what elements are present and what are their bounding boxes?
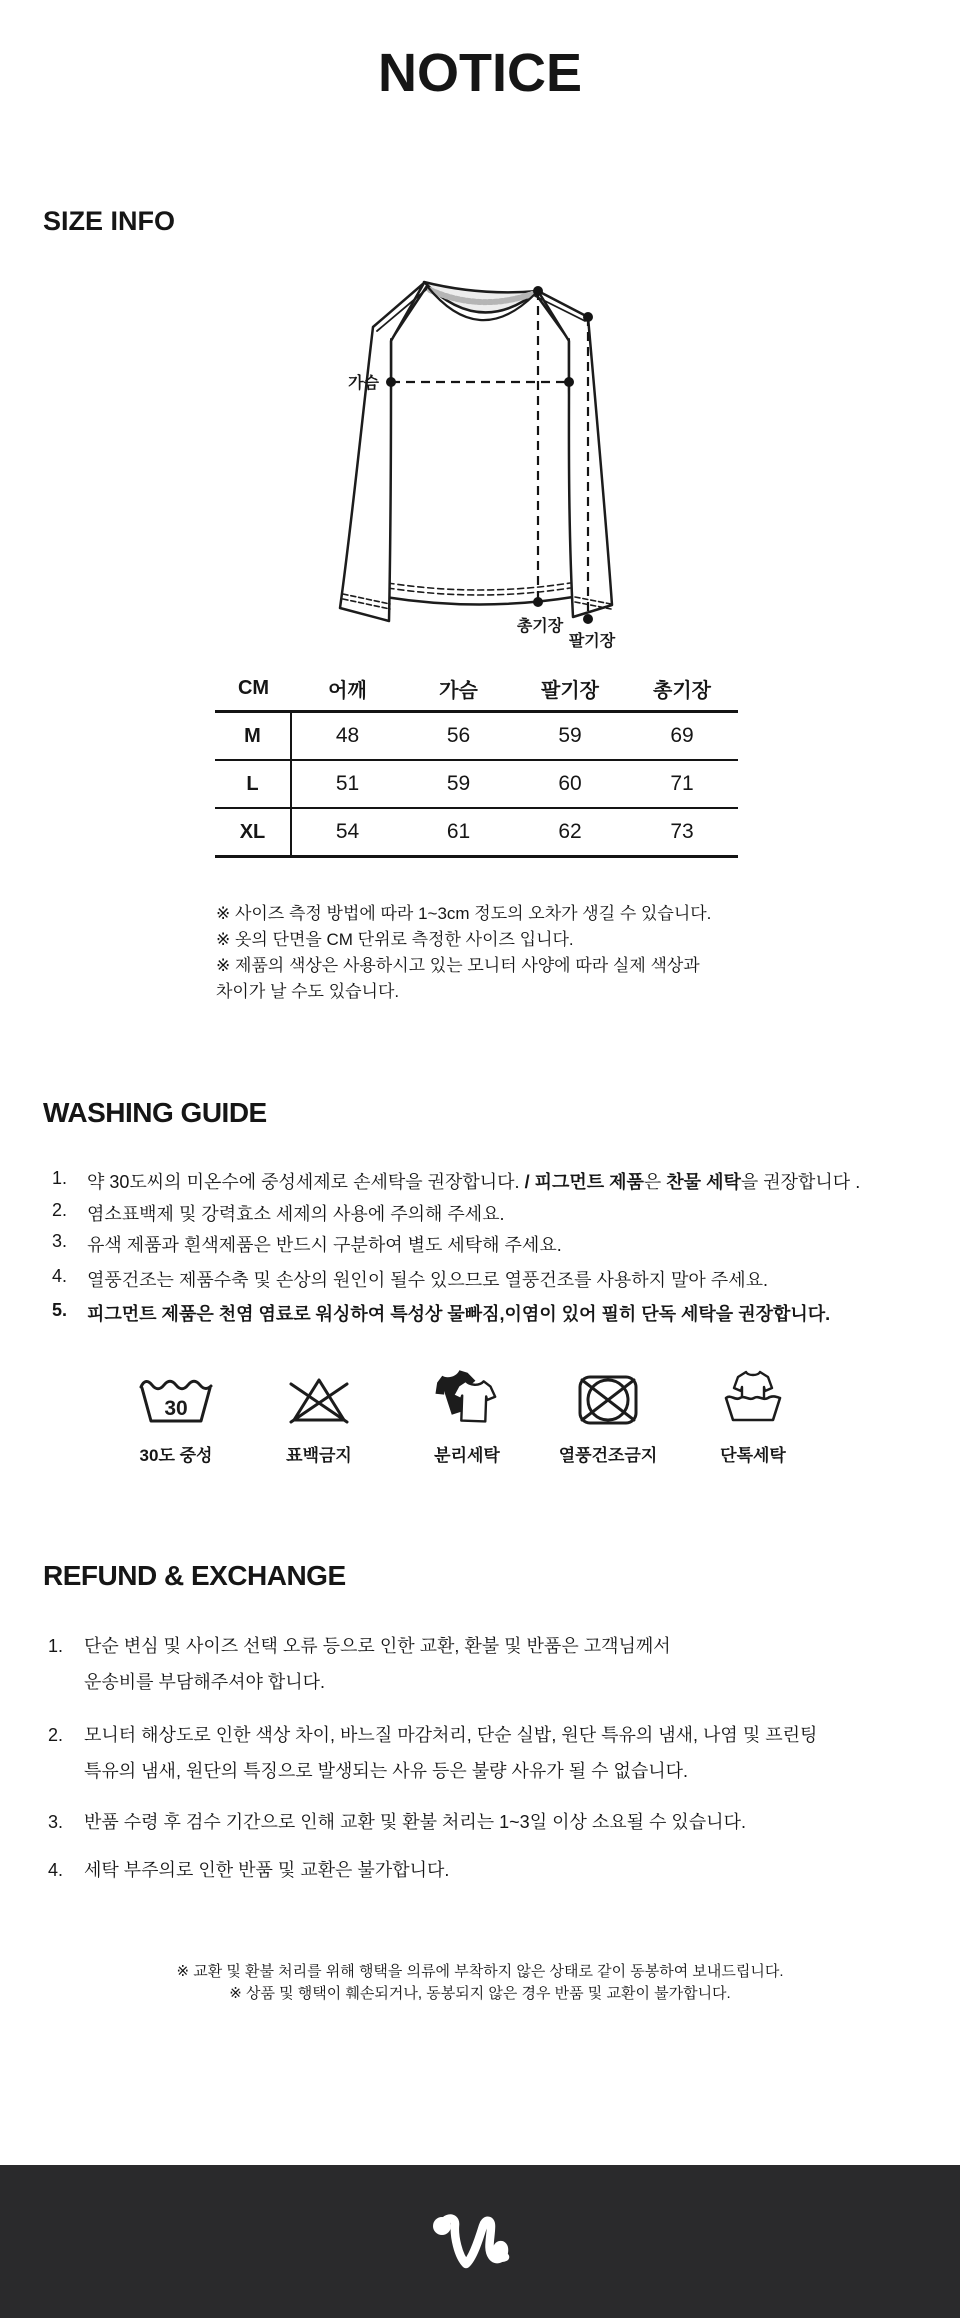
cell: 51 (335, 772, 360, 795)
item-text: 유색 제품과 흰색제품은 반드시 구분하여 별도 세탁해 주세요. (87, 1235, 562, 1255)
shirt-measurement-diagram (320, 262, 640, 658)
care-icon-group (259, 1368, 379, 1465)
total-length-label: 총기장 (516, 618, 564, 635)
cell: 61 (446, 820, 471, 843)
size-table (215, 666, 738, 858)
item-number: 1. (48, 1636, 64, 1656)
cell: 62 (558, 820, 582, 843)
item-number: 4. (52, 1266, 68, 1286)
row-size: M (215, 713, 292, 759)
cell: 71 (670, 772, 694, 795)
cell: 56 (446, 724, 471, 747)
brand-logo-mark (443, 2219, 505, 2264)
care-icon-label: 표백금지 (286, 1446, 352, 1465)
refund-footnote-1: ※ 교환 및 환불 처리를 위해 행택을 의류에 부착하지 않은 상태로 같이 동봉하여 보내드립니다. (176, 1963, 784, 1980)
item-number: 3. (48, 1812, 64, 1832)
refund-item-2 (0, 1717, 960, 1789)
item-text: 염소표백제 및 강력효소 세제의 사용에 주의해 주세요. (87, 1204, 505, 1224)
item-text: 반품 수령 후 검수 기간으로 인해 교환 및 환불 처리는 1~3일 이상 소요될 수 있습니다. (84, 1812, 746, 1832)
item-number: 4. (48, 1860, 64, 1880)
refund-exchange-title: REFUND & EXCHANGE (43, 1560, 346, 1591)
solo-wash-icon (693, 1368, 813, 1426)
table-row (215, 713, 738, 761)
cell: 69 (670, 724, 694, 747)
washing-item-4 (0, 1266, 960, 1290)
item-number: 2. (52, 1200, 68, 1220)
item-number: 3. (52, 1231, 68, 1251)
sleeve-length-label: 팔기장 (568, 633, 616, 650)
cell: 59 (446, 772, 471, 795)
care-icon-group (693, 1368, 813, 1465)
item-text: 단순 변심 및 사이즈 선택 오류 등으로 인한 교환, 환불 및 반품은 고객님께서 운송비를 부담해주셔야 합니다. (84, 1636, 671, 1692)
page-title: NOTICE (377, 43, 582, 103)
washing-guide-title: WASHING GUIDE (43, 1097, 267, 1128)
size-info-title: SIZE INFO (43, 206, 176, 236)
no-bleach-icon (259, 1368, 379, 1426)
brand-logo (429, 2212, 519, 2278)
table-row (215, 761, 738, 809)
item-text: 열풍건조는 제품수축 및 손상의 원인이 될수 있으므로 열풍건조를 사용하지 말아 주세요. (87, 1270, 768, 1290)
chest-label: 가슴 (348, 375, 379, 392)
wash-30-icon (116, 1368, 236, 1426)
refund-footnote-2: ※ 상품 및 행택이 훼손되거나, 동봉되지 않은 경우 반품 및 교환이 불가합니다. (229, 1985, 731, 2002)
row-size: L (215, 761, 292, 807)
cell: 48 (335, 724, 360, 747)
no-tumble-dry-icon (548, 1368, 668, 1426)
item-text: 약 30도씨의 미온수에 중성세제로 손세탁을 권장합니다. / 피그먼트 제품은 찬물 세탁을 권장합니다 . (87, 1172, 861, 1192)
cell: 54 (335, 820, 360, 843)
care-icon-label: 30도 중성 (139, 1446, 213, 1465)
size-notes (216, 901, 711, 1005)
size-table-header (215, 666, 738, 713)
care-icon-group (116, 1368, 236, 1465)
col-chest: 가슴 (439, 679, 478, 702)
cell: 73 (670, 820, 694, 843)
size-note-line: 차이가 날 수도 있습니다. (216, 982, 400, 1001)
washing-item-2 (0, 1200, 960, 1224)
item-text: 모니터 해상도로 인한 색상 차이, 바느질 마감처리, 단순 실밥, 원단 특유의 냄새, 나염 및 프린팅 특유의 냄새, 원단의 특징으로 발생되는 사유 등은 불량 사유가 될 수 없습니다. (84, 1725, 818, 1781)
size-note-line: ※ 사이즈 측정 방법에 따라 1~3cm 정도의 오차가 생길 수 있습니다. (216, 904, 712, 923)
footer-band (0, 2165, 960, 2318)
care-icon-group (407, 1368, 527, 1465)
cell: 60 (558, 772, 582, 795)
item-number: 1. (52, 1168, 68, 1188)
washing-item-5 (0, 1300, 960, 1324)
care-icon-group (548, 1368, 668, 1465)
care-icon-label: 분리세탁 (434, 1446, 500, 1465)
table-row (215, 809, 738, 855)
washing-item-1 (0, 1168, 960, 1192)
size-note-line: ※ 옷의 단면을 CM 단위로 측정한 사이즈 입니다. (216, 930, 574, 949)
wash-temp-text: 30 (164, 1397, 188, 1420)
unit-header: CM (237, 676, 270, 699)
care-icon-label: 열풍건조금지 (558, 1446, 658, 1465)
refund-item-3 (0, 1804, 960, 1840)
size-note-line: ※ 제품의 색상은 사용하시고 있는 모니터 사양에 따라 실제 색상과 (216, 956, 700, 975)
item-number: 5. (52, 1300, 68, 1320)
col-shoulder: 어깨 (328, 679, 367, 702)
row-size: XL (215, 809, 292, 855)
care-icon-label: 단톡세탁 (720, 1446, 786, 1465)
washing-item-3 (0, 1231, 960, 1255)
cell: 59 (558, 724, 582, 747)
col-length: 총기장 (653, 679, 711, 702)
item-number: 2. (48, 1725, 64, 1745)
separate-wash-icon (407, 1368, 527, 1426)
col-sleeve: 팔기장 (541, 679, 599, 702)
item-text: 세탁 부주의로 인한 반품 및 교환은 불가합니다. (84, 1860, 450, 1880)
item-text: 피그먼트 제품은 천염 염료로 워싱하여 특성상 물빠짐,이염이 있어 필히 단독 세탁을 권장합니다. (87, 1304, 831, 1324)
refund-item-4 (0, 1852, 960, 1888)
refund-item-1 (0, 1628, 960, 1700)
